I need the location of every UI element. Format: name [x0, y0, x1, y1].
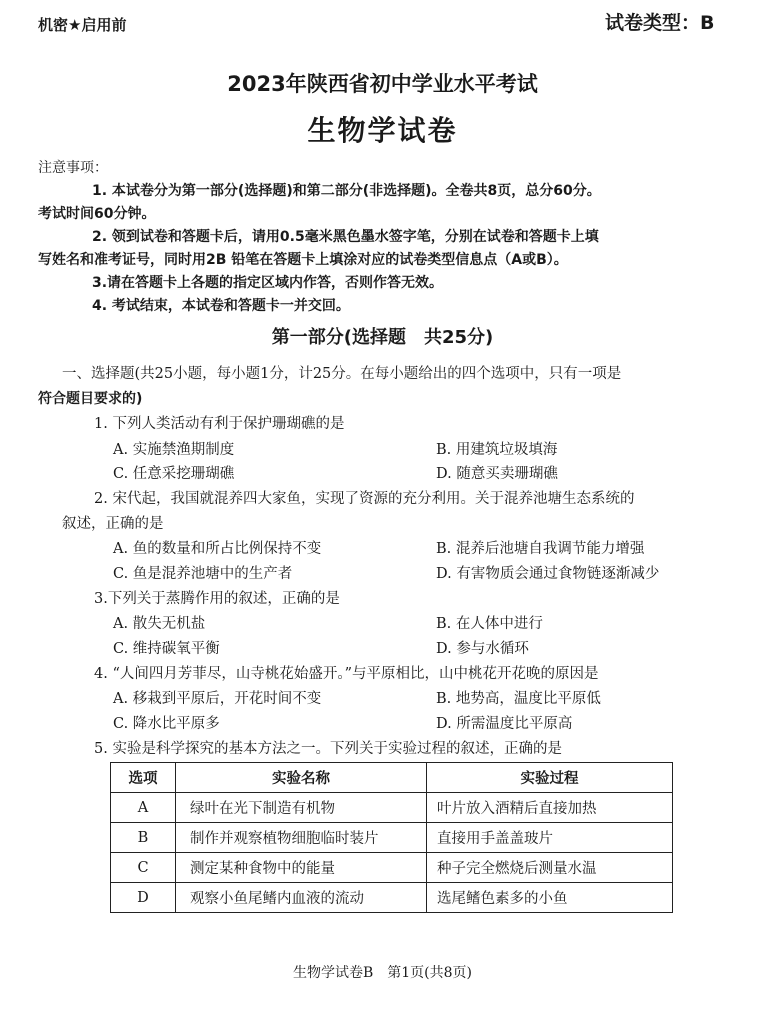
- option-d: D. 参与水循环: [436, 641, 529, 657]
- table-cell: 叶片放入酒精后直接加热: [427, 793, 673, 823]
- table-cell: 观察小鱼尾鳍内血液的流动: [176, 883, 427, 913]
- option-b: B. 混养后池塘自我调节能力增强: [436, 541, 645, 557]
- notice-line: 考试时间60分钟。: [38, 206, 156, 222]
- table-cell: 直接用手盖盖玻片: [427, 823, 673, 853]
- question-stem-cont: 叙述，正确的是: [62, 516, 164, 532]
- option-c: C. 降水比平原多: [113, 716, 220, 732]
- option-b: B. 地势高，温度比平原低: [436, 691, 601, 707]
- option-a: A. 鱼的数量和所占比例保持不变: [113, 541, 322, 557]
- option-b: B. 用建筑垃圾填海: [436, 442, 558, 458]
- option-c: C. 任意采挖珊瑚礁: [113, 466, 235, 482]
- section-instruction-cont: 符合题目要求的): [38, 391, 143, 407]
- table-cell: B: [111, 823, 176, 853]
- table-header-cell: 实验过程: [427, 763, 673, 793]
- confidential-label: 机密★启用前: [38, 16, 127, 34]
- table-cell: 制作并观察植物细胞临时装片: [176, 823, 427, 853]
- option-d: D. 有害物质会通过食物链逐渐减少: [436, 566, 660, 582]
- paper-type-label: 试卷类型：B: [605, 12, 715, 34]
- notice-line: 写姓名和准考证号，同时用2B 铅笔在答题卡上填涂对应的试卷类型信息点（A或B）。: [38, 252, 568, 268]
- question-stem: 4. “人间四月芳菲尽，山寺桃花始盛开。”与平原相比，山中桃花开花晚的原因是: [94, 666, 599, 682]
- table-cell: C: [111, 853, 176, 883]
- option-a: A. 实施禁渔期制度: [113, 442, 235, 458]
- notice-heading: 注意事项：: [38, 160, 108, 176]
- table-cell: D: [111, 883, 176, 913]
- table-header-cell: 选项: [111, 763, 176, 793]
- table-cell: 绿叶在光下制造有机物: [176, 793, 427, 823]
- subject-title: 生物学试卷: [307, 114, 458, 147]
- question-stem: 3.下列关于蒸腾作用的叙述，正确的是: [94, 591, 340, 607]
- question-stem: 5. 实验是科学探究的基本方法之一。下列关于实验过程的叙述，正确的是: [94, 741, 562, 757]
- table-cell: 选尾鳍色素多的小鱼: [427, 883, 673, 913]
- notice-line: 3.请在答题卡上各题的指定区域内作答，否则作答无效。: [92, 275, 444, 291]
- section-instruction: 一、选择题(共25小题，每小题1分，计25分。在每小题给出的四个选项中，只有一项是: [62, 366, 622, 382]
- page-footer: 生物学试卷B 第1页(共8页): [292, 965, 473, 981]
- table-row: [111, 883, 673, 913]
- experiment-table: [110, 762, 673, 913]
- option-d: D. 所需温度比平原高: [436, 716, 573, 732]
- option-a: A. 散失无机盐: [113, 616, 206, 632]
- table-cell: 测定某种食物中的能量: [176, 853, 427, 883]
- option-c: C. 维持碳氧平衡: [113, 641, 220, 657]
- option-d: D. 随意买卖珊瑚礁: [436, 466, 558, 482]
- table-row: [111, 793, 673, 823]
- option-c: C. 鱼是混养池塘中的生产者: [113, 566, 293, 582]
- part-one-title: 第一部分(选择题 共25分): [271, 327, 494, 348]
- option-a: A. 移栽到平原后，开花时间不变: [113, 691, 322, 707]
- table-cell: A: [111, 793, 176, 823]
- exam-title: 2023年陕西省初中学业水平考试: [227, 72, 538, 96]
- table-cell: 种子完全燃烧后测量水温: [427, 853, 673, 883]
- notice-line: 4. 考试结束，本试卷和答题卡一并交回。: [92, 298, 350, 314]
- question-stem: 1. 下列人类活动有利于保护珊瑚礁的是: [94, 416, 345, 432]
- question-stem: 2. 宋代起，我国就混养四大家鱼，实现了资源的充分利用。关于混养池塘生态系统的: [94, 491, 635, 507]
- notice-line: 1. 本试卷分为第一部分(选择题)和第二部分(非选择题)。全卷共8页，总分60分。: [92, 183, 601, 199]
- notice-line: 2. 领到试卷和答题卡后，请用0.5毫米黑色墨水签字笔，分别在试卷和答题卡上填: [92, 229, 599, 245]
- option-b: B. 在人体中进行: [436, 616, 543, 632]
- table-row: [111, 823, 673, 853]
- table-row: [111, 853, 673, 883]
- table-header-row: [111, 763, 673, 793]
- table-header-cell: 实验名称: [176, 763, 427, 793]
